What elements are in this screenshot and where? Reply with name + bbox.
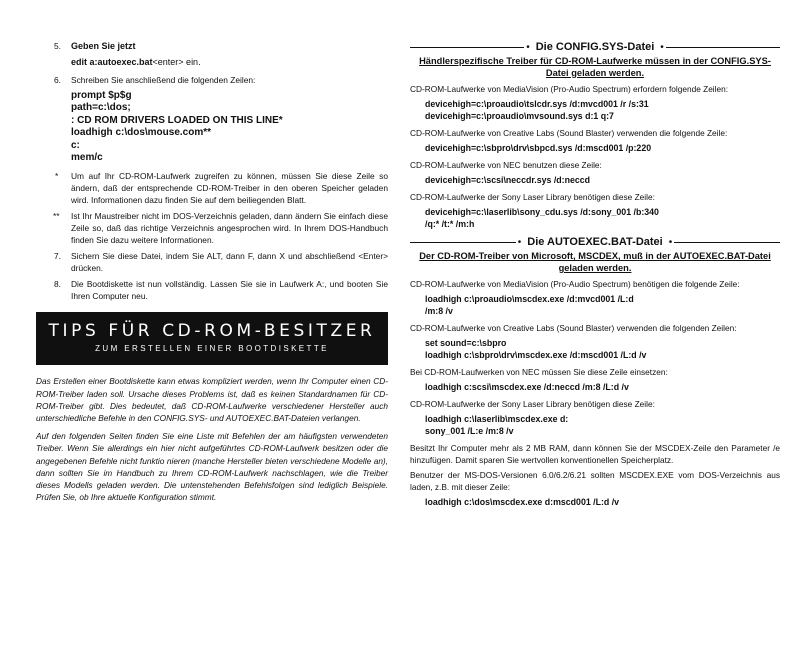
code-line: loadhigh c:\sbpro\drv\mscdex.exe /d:mscd001 /L:d /v xyxy=(425,350,647,361)
entry-text: CD-ROM-Laufwerke der Sony Laser Library benötigen diese Zeile: xyxy=(410,192,655,203)
entry-code xyxy=(425,413,780,437)
code-line: /m:8 /v xyxy=(425,306,453,317)
command-suffix: <enter> ein. xyxy=(152,57,201,67)
code-line: sony_001 /L:e /m:8 /v xyxy=(425,426,514,437)
footnote-1 xyxy=(54,170,388,206)
code-line: set sound=c:\sbpro xyxy=(425,338,507,349)
code-line: loadhigh c:\laserlib\mscdex.exe d: xyxy=(425,414,569,425)
code-line: : CD ROM DRIVERS LOADED ON THIS LINE* xyxy=(71,114,283,126)
code-line: devicehigh=c:\proaudio\mvsound.sys d:1 q:7 xyxy=(425,111,614,122)
autoexec-section-heading xyxy=(410,235,780,249)
footnote-mark: * xyxy=(55,171,59,182)
step-text: Sichern Sie diese Datei, indem Sie ALT, dann F, dann X und abschließend <Enter> drücken. xyxy=(71,251,388,274)
step-5 xyxy=(54,40,388,52)
intro-paragraph: Das Erstellen einer Bootdiskette kann etwas kompliziert werden, wenn Ihr Computer einen CD-ROM-Treiber laden soll. Ursache dieses Problems ist, daß es keinen Standardnamen für CD-ROM-Treiber gibt. Dies bedeutet, daß CD-ROM-Laufwerke verschiedener Hersteller auch unterschiedliche Befehle in den CONFIG.SYS- und AUTOEXEC.BAT-Dateien verlangen. xyxy=(36,376,388,424)
left-column xyxy=(36,40,388,503)
step-text: Schreiben Sie anschließend die folgenden Zeilen: xyxy=(71,75,256,85)
entry-code xyxy=(425,142,780,154)
step-number: 8. xyxy=(54,279,61,290)
ram-note: Besitzt Ihr Computer mehr als 2 MB RAM, dann können Sie der MSCDEX-Zeile den Parameter /e hinzufügen. Damit sparen Sie wertvollen konventionellen Speicherplatz. xyxy=(410,443,780,466)
step-7 xyxy=(54,250,388,274)
section-title: Die AUTOEXEC.BAT-Datei xyxy=(527,236,663,249)
code-line: devicehigh=c:\scsi\neccdr.sys /d:neccd xyxy=(425,175,591,186)
step-6 xyxy=(54,74,388,86)
step-8 xyxy=(54,278,388,302)
entry-text: CD-ROM-Laufwerke von Creative Labs (Sound Blaster) verwenden die folgenden Zeilen: xyxy=(410,323,737,334)
command-text: edit a:autoexec.bat xyxy=(71,57,153,67)
divider xyxy=(674,242,780,243)
code-line: prompt $p$g xyxy=(71,90,132,101)
autoexec-code-block xyxy=(71,90,388,164)
config-subtitle: Händlerspezifische Treiber für CD-ROM-Laufwerke müssen in der CONFIG.SYS-Datei geladen werden. xyxy=(419,56,771,78)
tips-title: TIPS FÜR CD-ROM-BESITZER xyxy=(48,321,376,342)
entry-text: CD-ROM-Laufwerke von MediaVision (Pro-Audio Spectrum) erfordern folgende Zeilen: xyxy=(410,84,729,95)
entry-code xyxy=(425,496,780,508)
footnote-mark: ** xyxy=(53,211,60,222)
divider xyxy=(410,47,524,48)
entry-code xyxy=(425,98,780,122)
code-line: loadhigh c:\dos\mscdex.exe d:mscd001 /L:d /v xyxy=(425,497,620,508)
section-title: Die CONFIG.SYS-Datei xyxy=(535,41,655,53)
code-line: devicehigh=c:\sbpro\drv\sbpcd.sys /d:mscd001 /p:220 xyxy=(425,143,652,154)
code-line: loadhigh c:\dos\mouse.com** xyxy=(71,127,212,139)
entry-text: Bei CD-ROM-Laufwerken von NEC müssen Sie diese Zeile einsetzen: xyxy=(410,367,668,378)
code-line: loadhigh c:\proaudio\mscdex.exe /d:mvcd001 /L:d xyxy=(425,294,634,305)
footnote-text: Ist Ihr Maustreiber nicht im DOS-Verzeichnis geladen, dann ändern Sie einfach diese Zeile so, daß das richtige Verzeichnis angesprochen wird. In Ihrem DOS-Handbuch finden Sie dazu weitere Informationen. xyxy=(71,211,388,246)
entry-code xyxy=(425,293,780,317)
info-paragraph: Auf den folgenden Seiten finden Sie eine Liste mit Befehlen der am häufigsten verwendeten Treiber. Wenn Sie allerdings ein hier nicht aufgeführtes CD-ROM-Laufwerk besitzen oder die angegebenen Befehle nicht funktio nieren (manche Hersteller bieten verschiedene Modelle an), dann sollten Sie im Handbuch zu Ihrem CD-ROM-Laufwerk nachschlagen, wie die Treiber dieses Modells geladen werden. Die untenstehenden Befehlsfolgen sind lediglich Beispiele. Prüfen Sie, ob Ihre aktuelle Konfiguration stimmt. xyxy=(36,431,388,503)
dos-version-note: Benutzer der MS-DOS-Versionen 6.0/6.2/6.21 sollten MSCDEX.EXE vom DOS-Verzeichnis aus laden, z.B. mit dieser Zeile: xyxy=(410,470,780,493)
entry-text: CD-ROM-Laufwerke von Creative Labs (Sound Blaster) verwenden die folgende Zeile: xyxy=(410,128,728,139)
code-line: path=c:\dos; xyxy=(71,102,131,114)
code-line: mem/c xyxy=(71,152,103,164)
code-line: /q:* /t:* /m:h xyxy=(425,219,475,230)
autoexec-subtitle: Der CD-ROM-Treiber von Microsoft, MSCDEX, muß in der AUTOEXEC.BAT-Datei geladen werden. xyxy=(419,251,771,273)
bullet-dot: • xyxy=(668,236,673,248)
right-column xyxy=(410,40,780,513)
bullet-dot: • xyxy=(526,41,530,53)
entry-text: CD-ROM-Laufwerke der Sony Laser Library benötigen diese Zeile: xyxy=(410,399,655,410)
footnote-text: Um auf Ihr CD-ROM-Laufwerk zugreifen zu können, müssen Sie diese Zeile so ändern, daß der entsprechende CD-ROM-Treiber in den oberen Speicher geladen wird. Informationen dazu finden Sie auf dem beiliegenden Blatt. xyxy=(71,171,388,206)
code-line: c: xyxy=(71,139,80,151)
step-number: 7. xyxy=(54,251,61,262)
code-line: loadhigh c:scsi\mscdex.exe /d:neccd /m:8 /L:d /v xyxy=(425,382,629,393)
command-line xyxy=(71,56,388,68)
entry-text: CD-ROM-Laufwerke von MediaVision (Pro-Audio Spectrum) benötigen die folgende Zeile: xyxy=(410,279,740,290)
code-line: devicehigh=c:\laserlib\sony_cdu.sys /d:sony_001 /b:340 xyxy=(425,207,659,218)
entry-text: CD-ROM-Laufwerke von NEC benutzen diese Zeile: xyxy=(410,160,602,171)
divider xyxy=(666,47,780,48)
footnote-2 xyxy=(54,210,388,246)
step-number: 6. xyxy=(54,75,61,85)
entry-code xyxy=(425,381,780,393)
step-text: Die Bootdiskette ist nun vollständig. Lassen Sie sie in Laufwerk A:, und booten Sie Ihren Computer neu. xyxy=(71,279,388,302)
entry-code xyxy=(425,206,780,230)
code-line: devicehigh=c:\proaudio\tslcdr.sys /d:mvcd001 /r /s:31 xyxy=(425,99,649,110)
entry-code xyxy=(425,337,780,361)
config-section-heading xyxy=(410,40,780,54)
bullet-dot: • xyxy=(517,236,522,248)
step-number: 5. xyxy=(54,41,61,51)
entry-code xyxy=(425,174,780,186)
bullet-dot: • xyxy=(660,41,664,53)
step-text: Geben Sie jetzt xyxy=(71,41,136,51)
tips-banner xyxy=(36,312,388,365)
divider xyxy=(410,242,516,243)
tips-subtitle: ZUM ERSTELLEN EINER BOOTDISKETTE xyxy=(95,344,329,354)
